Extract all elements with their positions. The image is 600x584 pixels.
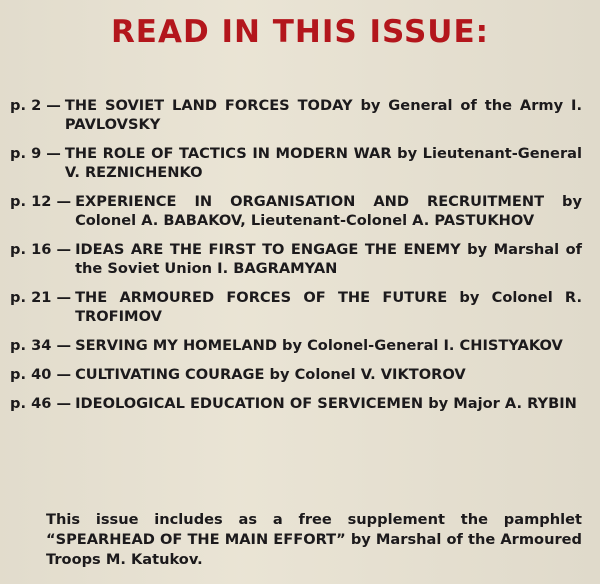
toc-page-number: p. 21 — [10,289,72,306]
toc-page-number: p. 2 — [10,97,61,114]
toc-entry [10,144,582,182]
toc-article-text: IDEAS ARE THE FIRST TO ENGAGE THE ENEMY by Marshal of the Soviet Union I. BAGRAMYAN [75,241,582,277]
toc-article-text: SERVING MY HOMELAND by Colonel-General I. CHISTYAKOV [75,337,563,354]
supplement-note: This issue includes as a free supplement the pamphlet “SPEARHEAD OF THE MAIN EFFORT” by Marshal of the Armoured Troops M. Katukov. [46,511,582,568]
toc-entry [10,365,582,384]
toc-page-number: p. 16 — [10,241,72,258]
toc-page-number: p. 12 — [10,193,72,210]
toc-entry [10,394,582,413]
table-of-contents [10,96,582,423]
toc-entry [10,192,582,230]
toc-article-text: CULTIVATING COURAGE by Colonel V. VIKTOROV [75,366,466,383]
toc-article-text: THE SOVIET LAND FORCES TODAY by General of the Army I. PAVLOVSKY [64,97,582,133]
toc-page-number: p. 34 — [10,337,72,354]
toc-page-number: p. 46 — [10,395,72,412]
toc-page-number: p. 9 — [10,145,61,162]
toc-entry [10,240,582,278]
toc-entry [10,96,582,134]
toc-article-text: IDEOLOGICAL EDUCATION OF SERVICEMEN by Major A. RYBIN [75,395,577,412]
toc-entry [10,288,582,326]
toc-article-text: EXPERIENCE IN ORGANISATION AND RECRUITMENT by Colonel A. BABAKOV, Lieutenant-Colonel A. PASTUKHOV [75,193,582,229]
toc-article-text: THE ROLE OF TACTICS IN MODERN WAR by Lieutenant-General V. REZNICHENKO [64,145,582,181]
toc-entry [10,336,582,355]
toc-page-number: p. 40 — [10,366,72,383]
toc-article-text: THE ARMOURED FORCES OF THE FUTURE by Colonel R. TROFIMOV [75,289,582,325]
page-title: READ IN THIS ISSUE: [110,14,490,50]
